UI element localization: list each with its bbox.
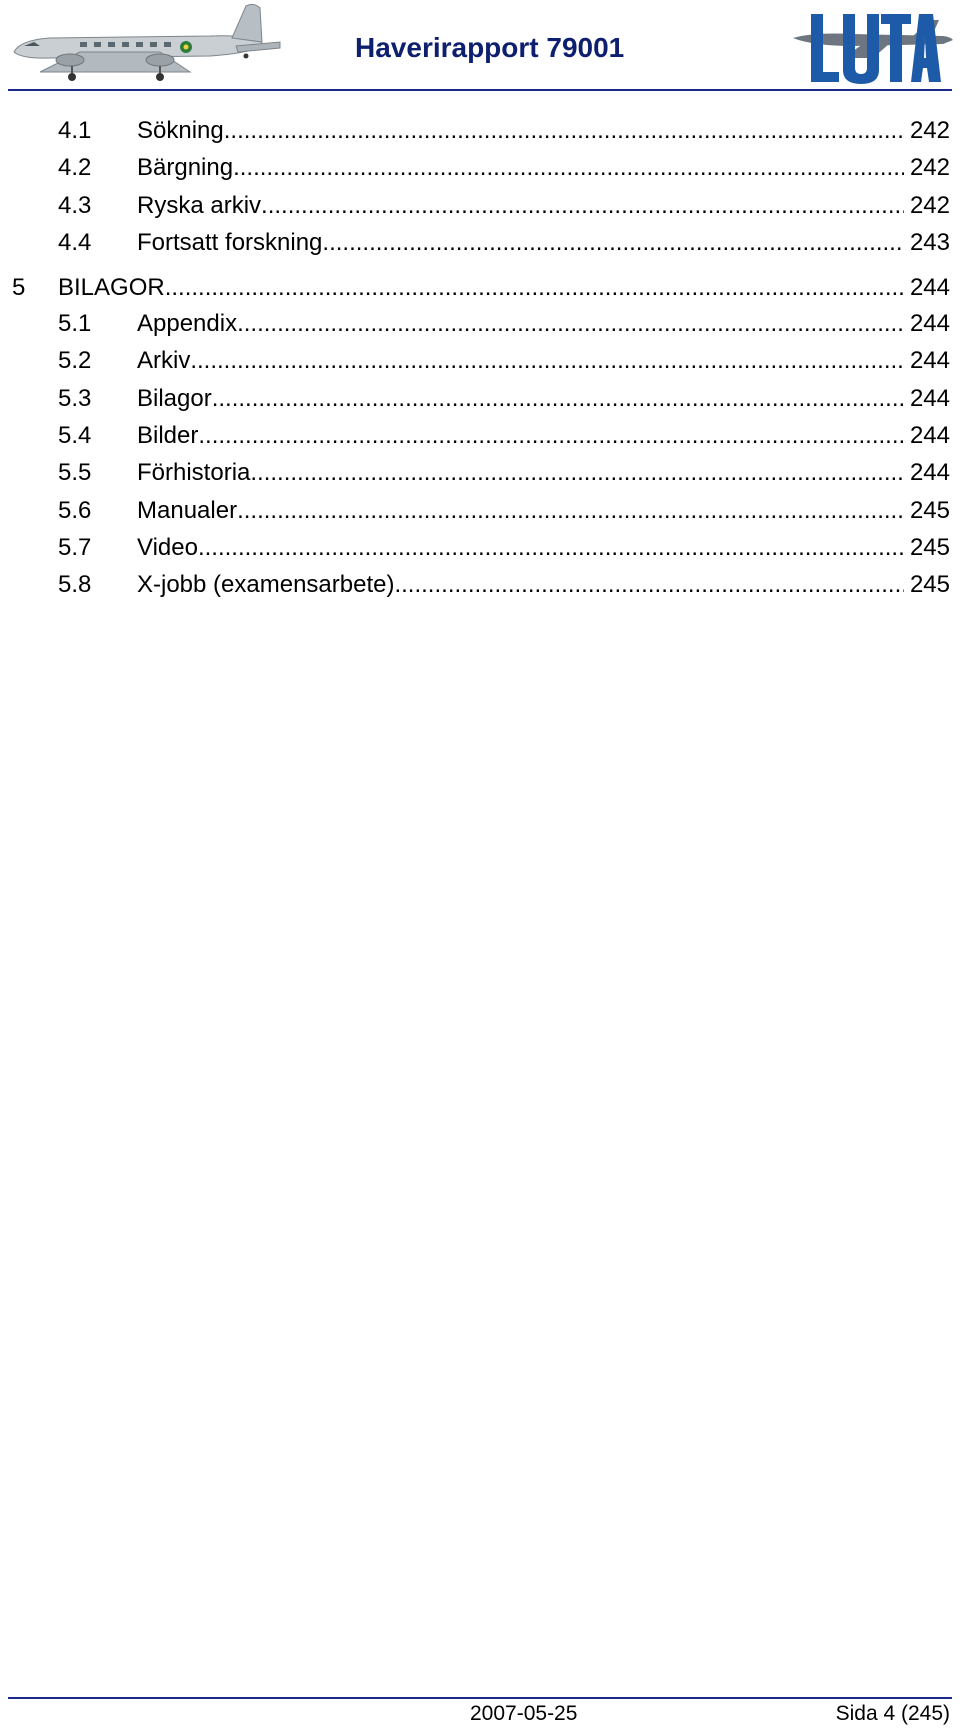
toc-entry-line [137,492,950,529]
toc-leader-dots [261,187,904,224]
toc-entry-title: Bärgning [137,154,234,182]
toc-leader-dots [322,224,904,261]
toc-entry-line [137,566,950,603]
toc-entry-number: 5.7 [58,533,92,561]
toc-entry[interactable] [0,454,960,491]
toc-leader-dots [250,454,904,491]
toc-entry-line [137,305,950,342]
footer-rule [8,1697,952,1699]
toc-entry-title: Arkiv [137,347,191,375]
toc-entry-page: 244 [909,422,950,450]
toc-entry-page: 242 [909,191,950,219]
toc-entry[interactable] [0,342,960,379]
page-header [0,0,960,92]
toc-leader-dots [394,566,903,603]
toc-leader-dots [212,380,904,417]
toc-entry-number: 5.1 [58,310,92,338]
toc-leader-dots [237,492,904,529]
toc-entry-line [137,224,950,261]
toc-entry-title: Video [137,533,198,561]
lutab-logo-icon [793,6,953,88]
toc-entry-number: 5.5 [58,459,92,487]
toc-leader-dots [224,112,904,149]
toc-entry-title: Bilder [137,422,199,450]
toc-entry-page: 245 [909,571,950,599]
toc-entry-title: Förhistoria [137,459,251,487]
toc-entry-title: Manualer [137,496,238,524]
toc-entry-line [137,112,950,149]
footer-date: 2007-05-25 [470,1702,578,1725]
toc-entry-number: 5.3 [58,384,92,412]
toc-entry-number: 5.6 [58,496,92,524]
toc-entry-page: 244 [909,347,950,375]
toc-entry-line [137,380,950,417]
toc-entry-line [137,149,950,186]
toc-entry-number: 4.4 [58,228,92,256]
toc-entry-page: 244 [909,459,950,487]
toc-entry[interactable] [0,224,960,261]
toc-leader-dots [233,149,904,186]
toc-leader-dots [237,305,904,342]
toc-entry[interactable] [0,380,960,417]
toc-entry-line [137,454,950,491]
toc-entry[interactable] [0,417,960,454]
toc-entry-number: 4.3 [58,191,92,219]
toc-entry-title: BILAGOR [58,274,165,302]
toc-entry-page: 244 [909,274,950,302]
toc-leader-dots [198,417,904,454]
toc-entry-number: 5.2 [58,347,92,375]
toc-entry[interactable] [0,529,960,566]
toc-leader-dots [190,342,904,379]
toc-entry-title: Appendix [137,310,238,338]
toc-entry-number: 5.4 [58,422,92,450]
document-title: Haverirapport 79001 [355,32,625,63]
toc-entry-number: 5 [12,274,26,302]
toc-leader-dots [198,529,904,566]
toc-entry[interactable] [0,305,960,342]
toc-entry-page: 242 [909,117,950,144]
toc-entry-title: Ryska arkiv [137,191,262,219]
toc-entry-page: 244 [909,384,950,412]
header-rule [8,89,952,91]
toc-entry-page: 243 [909,228,950,256]
toc-entry-page: 242 [909,154,950,182]
toc-entry[interactable] [0,112,960,149]
toc-entry-page: 245 [909,496,950,524]
toc-entry[interactable] [0,149,960,186]
toc-entry-title: Bilagor [137,384,212,412]
toc-entry-title: Sökning [137,117,224,144]
toc-entry-page: 245 [909,533,950,561]
toc-entry-page: 244 [909,310,950,338]
footer-page-number: Sida 4 (245) [835,1702,950,1725]
toc-entry-line [137,417,950,454]
toc-entry[interactable] [0,187,960,224]
toc-entry[interactable] [0,566,960,603]
toc-entry-title: Fortsatt forskning [137,228,323,256]
toc-entry[interactable] [0,264,960,305]
toc-entry-line [137,529,950,566]
aircraft-logo-icon [10,2,282,82]
toc-entry-line [137,342,950,379]
toc-entry-number: 5.8 [58,571,92,599]
toc-entry-number: 4.1 [58,117,92,144]
toc-entry-number: 4.2 [58,154,92,182]
toc-entry-title: X-jobb (examensarbete) [137,571,395,599]
toc-entry[interactable] [0,492,960,529]
table-of-contents [0,112,960,604]
toc-entry-line [137,187,950,224]
